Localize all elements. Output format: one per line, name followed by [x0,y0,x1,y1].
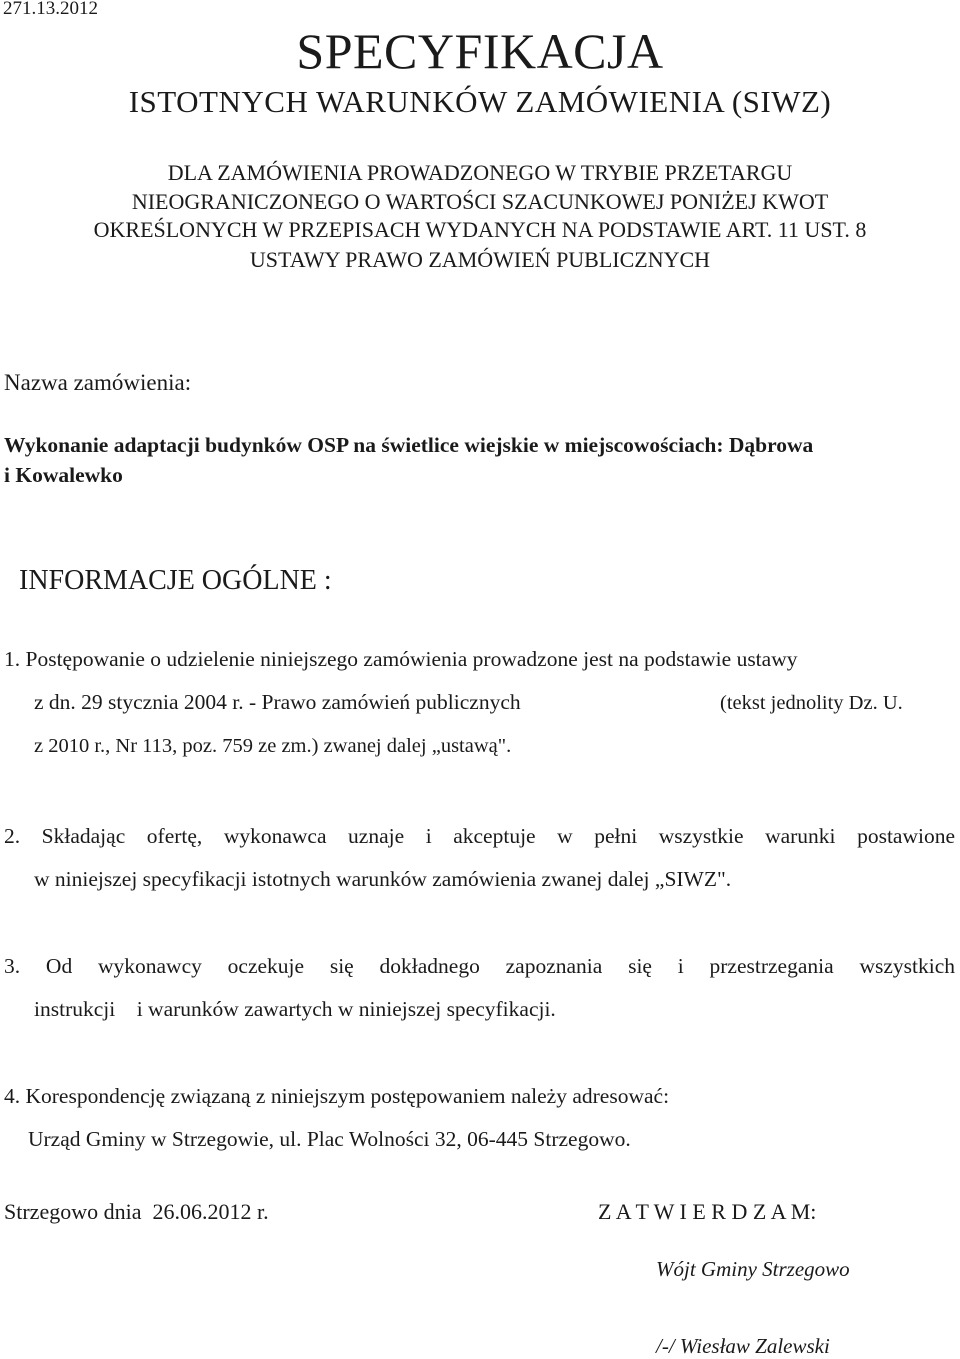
point-1-line: (tekst jednolity Dz. U. [720,692,903,714]
point-2-line: w niniejszej specyfikacji istotnych warunków zamówienia zwanej dalej „SIWZ". [34,867,732,891]
signatory-name: /-/ Wiesław Zalewski [656,1334,830,1358]
place-and-date: Strzegowo dnia 26.06.2012 r. [4,1199,269,1224]
order-name-label: Nazwa zamówienia: [4,370,192,395]
section-heading: INFORMACJE OGÓLNE : [19,565,332,596]
point-3-line: 3. Od wykonawcy oczekuje się dokładnego zapoznania się i przestrzegania wszystkich [4,954,955,978]
document-number: 271.13.2012 [3,0,98,19]
approval-heading: Z A T W I E R D Z A M: [598,1199,817,1224]
signatory-role: Wójt Gminy Strzegowo [656,1257,850,1281]
address-line: Urząd Gminy w Strzegowie, ul. Plac Wolności 32, 06-445 Strzegowo. [28,1127,631,1151]
order-name-line: Wykonanie adaptacji budynków OSP na świetlice wiejskie w miejscowościach: Dąbrowa [4,433,814,457]
point-4-line: 4. Korespondencję związaną z niniejszym postępowaniem należy adresować: [4,1084,670,1108]
procedure-line: USTAWY PRAWO ZAMÓWIEŃ PUBLICZNYCH [249,247,711,272]
point-1-line: z 2010 r., Nr 113, poz. 759 ze zm.) zwanej dalej „ustawą". [34,735,512,757]
procedure-line: NIEOGRANICZONEGO O WARTOŚCI SZACUNKOWEJ PONIŻEJ KWOT [131,189,829,214]
point-1-line: z dn. 29 stycznia 2004 r. - Prawo zamówień publicznych [34,690,521,714]
document-subtitle: ISTOTNYCH WARUNKÓW ZAMÓWIENIA (SIWZ) [128,84,832,119]
point-3-line: instrukcji i warunków zawartych w niniejszej specyfikacji. [34,997,556,1021]
point-1-line: 1. Postępowanie o udzielenie niniejszego zamówienia prowadzone jest na podstawie ustawy [4,647,798,671]
procedure-line: DLA ZAMÓWIENIA PROWADZONEGO W TRYBIE PRZETARGU [167,160,793,185]
point-2-line: 2. Składając ofertę, wykonawca uznaje i akceptuje w pełni wszystkie warunki postawione [4,824,955,848]
procedure-line: OKREŚLONYCH W PRZEPISACH WYDANYCH NA PODSTAWIE ART. 11 UST. 8 [93,217,867,242]
document-title: SPECYFIKACJA [296,23,664,79]
order-name-line: i Kowalewko [4,463,123,487]
